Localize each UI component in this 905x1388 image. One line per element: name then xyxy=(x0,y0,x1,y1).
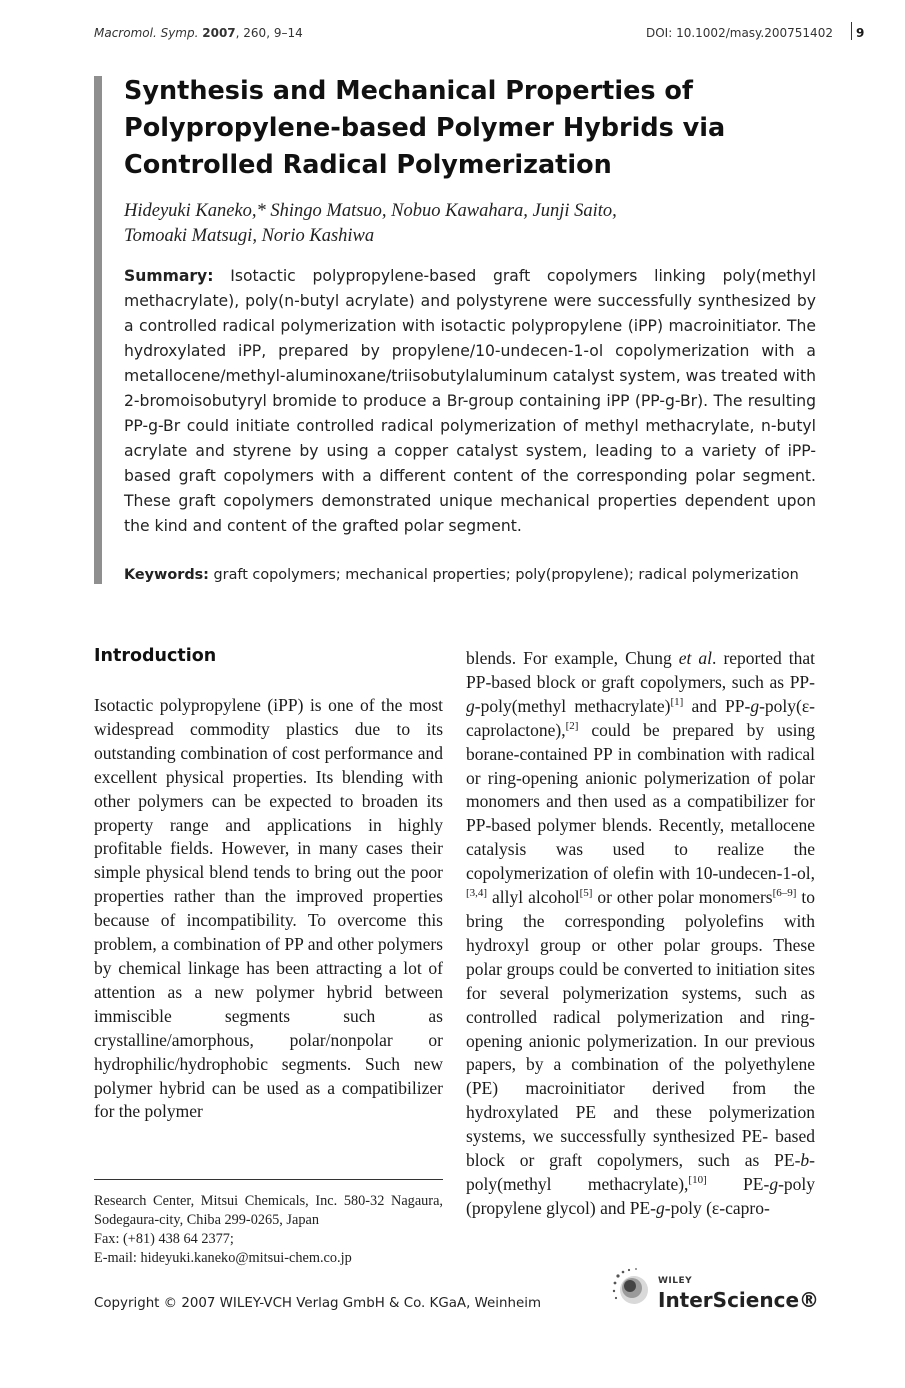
body-text: -poly (ε-capro- xyxy=(664,1197,770,1218)
running-header-citation xyxy=(94,26,303,40)
interscience-globe-icon xyxy=(610,1266,656,1312)
body-text: -poly(ε-caprolactone), xyxy=(466,695,816,740)
body-text: to bring the corresponding polyolefins with hydroxyl group or other polar groups. These polar groups could be converted to initiation sites for several polymerization systems, such as controlled radical polymerization and ring-opening anionic polymerization. In our previous papers, by a combination of the polyethylene (PE) macroinitiator derived from the hydroxylated PE and these polymerization systems, we successfully synthesized PE- based block or graft copolymers, such as PE- xyxy=(466,887,815,1171)
body-text: PE- xyxy=(706,1173,770,1194)
citation-ref-10[interactable]: [10] xyxy=(688,1174,707,1187)
body-column-left: Isotactic polypropylene (iPP) is one of the most widespread commodity plastics due to its outstanding combination of cost performance and excellent physical properties. Its blending with other polymers can be expected to broaden its property range and applications in highly profitable fields. However, in many cases their simple physical blend tends to bring out the poor properties rather than the improved properties because of incompatibility. To overcome this problem, a combination of PP and other polymers by chemical linkage has been attracting a lot of attention as a new polymer hybrid between immiscible segments such as crystalline/amorphous, polar/nonpolar or hydrophilic/hydrophobic segments. Such new polymer hybrid can be used as a compatibilizer for the polymer xyxy=(94,695,443,1122)
keywords-label: Keywords: xyxy=(124,567,209,583)
summary-text: Isotactic polypropylene-based graft copolymers linking poly(methyl methacrylate), poly(n-butyl acrylate) and polystyrene were successfully synthesized by a controlled radical polymerization with isotactic polypropylene (iPP) macroinitiator. The hydroxylated iPP, prepared by propylene/10-undecen-1-ol copolymerization with a metallocene/methyl-aluminoxane/triisobutylaluminum catalyst system, was treated with 2-bromoisobutyryl bromide to produce a Br-group containing iPP (PP-g-Br). The resulting PP-g-Br could initiate controlled radical polymerization of methyl methacrylate, n-butyl acrylate and styrene by using a copper catalyst system, leading to a variety of iPP-based graft copolymers with a different content of the corresponding polar segment. These graft copolymers demonstrated unique mechanical properties dependent upon the kind and content of the grafted polar segment. xyxy=(124,267,817,535)
affiliation-footnote xyxy=(94,1192,443,1268)
body-text: -poly(methyl methacrylate) xyxy=(474,695,671,716)
abstract-sidebar-bar xyxy=(94,76,102,584)
body-text: and PP- xyxy=(683,695,751,716)
logo-interscience-text: InterScience® xyxy=(658,1288,820,1312)
authors-line-1: Hideyuki Kaneko,* Shingo Matsuo, Nobuo Kawahara, Junji Saito, xyxy=(124,201,617,221)
citation-ref-5[interactable]: [5] xyxy=(579,887,593,900)
abstract-summary xyxy=(124,264,816,539)
section-heading-introduction: Introduction xyxy=(94,646,217,666)
body-text-italic: g xyxy=(466,695,475,716)
journal-name: Macromol. Symp. xyxy=(94,26,199,40)
body-text: -poly (propylene glycol) and PE- xyxy=(466,1173,816,1218)
header-divider xyxy=(851,22,852,40)
body-text: -poly(methyl methacrylate), xyxy=(466,1150,815,1194)
citation-ref-6-9[interactable]: [6–9] xyxy=(772,887,797,900)
keywords-text: graft copolymers; mechanical properties; poly(propylene); radical polymerization xyxy=(213,567,799,583)
body-text: . reported that PP-based block or graft copolymers, such as PP- xyxy=(466,648,816,692)
body-text-italic: et al xyxy=(678,648,713,668)
footnote-address: Research Center, Mitsui Chemicals, Inc. 580-32 Nagaura, Sodegaura-city, Chiba 299-0265, Japan xyxy=(94,1193,443,1228)
body-text: blends. For example, Chung xyxy=(466,648,679,668)
body-text: allyl alcohol xyxy=(487,887,580,908)
footnote-email[interactable]: E-mail: hideyuki.kaneko@mitsui-chem.co.jp xyxy=(94,1250,352,1266)
footnote-divider xyxy=(94,1179,443,1180)
copyright-notice: Copyright © 2007 WILEY-VCH Verlag GmbH & Co. KGaA, Weinheim xyxy=(94,1296,541,1311)
authors-line-2: Tomoaki Matsugi, Norio Kashiwa xyxy=(124,226,375,246)
citation-ref-1[interactable]: [1] xyxy=(670,695,684,708)
body-column-right xyxy=(466,647,815,1221)
article-title: Synthesis and Mechanical Properties of Polypropylene-based Polymer Hybrids via Controlled Radical Polymerization xyxy=(124,76,726,180)
page-number: 9 xyxy=(856,26,865,40)
summary-label: Summary: xyxy=(124,267,214,285)
body-text: or other polar monomers xyxy=(592,887,773,908)
interscience-logo xyxy=(610,1266,820,1318)
citation-ref-3-4[interactable]: [3,4] xyxy=(466,887,488,900)
citation-ref-2[interactable]: [2] xyxy=(565,719,579,732)
keywords xyxy=(124,564,824,586)
body-text-italic: b xyxy=(800,1150,810,1171)
author-list xyxy=(124,199,824,249)
body-text-italic: g xyxy=(750,695,760,716)
volume-pages: , 260, 9–14 xyxy=(235,26,303,40)
doi-link[interactable]: DOI: 10.1002/masy.200751402 xyxy=(646,26,833,40)
footnote-fax: Fax: (+81) 438 64 2377; xyxy=(94,1231,234,1247)
journal-year: 2007 xyxy=(202,26,236,40)
body-text-italic: g xyxy=(656,1197,665,1218)
body-text-italic: g xyxy=(769,1173,779,1194)
logo-wiley-text: WILEY xyxy=(658,1276,693,1286)
body-text: could be prepared by using borane-contained PP in combination with radical or ring-opening anionic polymerization of polar monomers and then used as a compatibilizer for PP-based polymer blends. Recently, metallocene catalysis was used to realize the copolymerization of olefin with 10-undecen-1-ol, xyxy=(466,719,815,884)
